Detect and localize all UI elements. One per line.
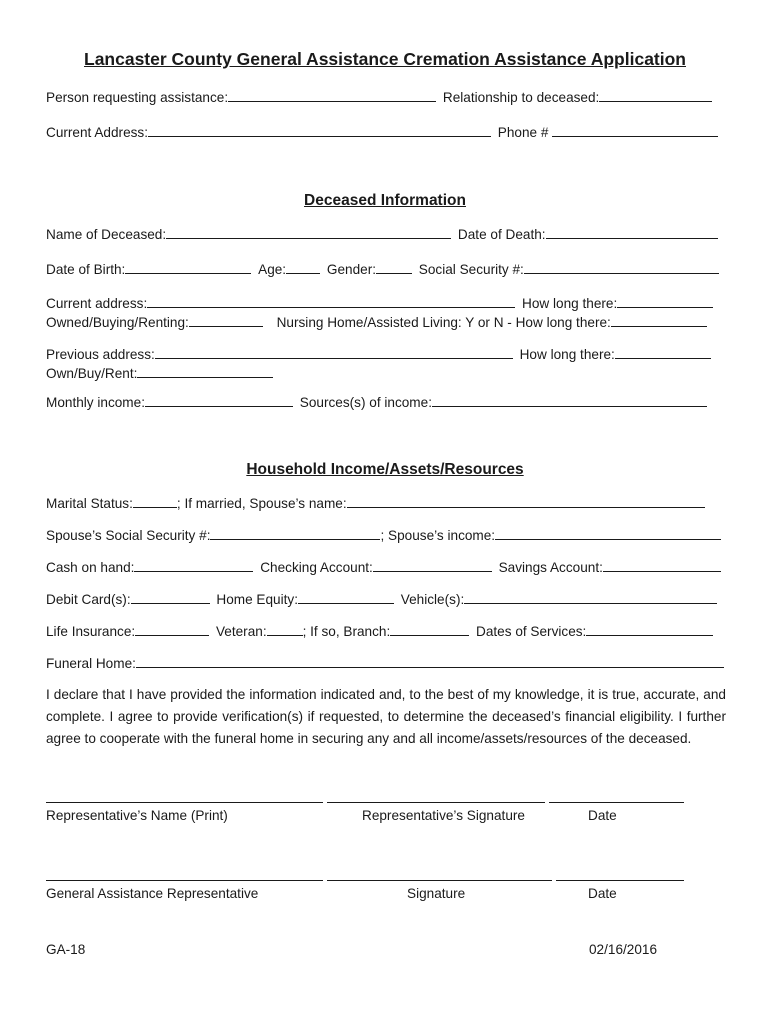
debit-cards-label: Debit Card(s): (46, 592, 131, 607)
signature-line[interactable] (327, 880, 552, 881)
checking-account-field[interactable] (373, 559, 492, 572)
funeral-home-field[interactable] (136, 655, 724, 668)
branch-field[interactable] (390, 623, 469, 636)
monthly-income-field[interactable] (145, 394, 293, 407)
previous-address-label: Previous address: (46, 347, 155, 362)
phone-field[interactable] (552, 124, 718, 137)
spouse-name-field[interactable] (347, 495, 705, 508)
current-address-label: Current Address: (46, 125, 148, 140)
cash-on-hand-field[interactable] (134, 559, 253, 572)
nursing-home-label: Nursing Home/Assisted Living: Y or N - How long there: (276, 315, 611, 330)
ownership-row (46, 314, 707, 332)
spouse-ssn-label: Spouse’s Social Security #: (46, 528, 211, 543)
own-buy-rent-field[interactable] (137, 365, 273, 378)
phone-label: Phone # (497, 125, 549, 140)
checking-account-label: Checking Account: (260, 560, 373, 575)
deceased-address-row (46, 295, 713, 313)
dates-of-services-label: Dates of Services: (476, 624, 587, 639)
life-insurance-field[interactable] (135, 623, 209, 636)
deceased-current-address-label: Current address: (46, 296, 148, 311)
sources-of-income-field[interactable] (432, 394, 707, 407)
how-long-there-field[interactable] (617, 295, 713, 308)
person-requesting-field[interactable] (228, 89, 436, 102)
rep-name-line[interactable] (46, 802, 323, 803)
monthly-income-label: Monthly income: (46, 395, 145, 410)
insurance-row (46, 623, 713, 641)
cash-on-hand-label: Cash on hand: (46, 560, 135, 575)
how-long-there-label: How long there: (522, 296, 618, 311)
deceased-name-row (46, 226, 718, 244)
owned-buying-renting-field[interactable] (189, 314, 263, 327)
home-equity-label: Home Equity: (216, 592, 298, 607)
signature-label: Signature (407, 886, 466, 901)
own-buy-rent-row (46, 365, 273, 383)
how-long-there-prev-field[interactable] (615, 346, 711, 359)
gender-label: Gender: (326, 262, 376, 277)
date-of-birth-label: Date of Birth: (46, 262, 126, 277)
date-of-birth-field[interactable] (125, 261, 251, 274)
spouse-ssn-field[interactable] (210, 527, 380, 540)
household-heading: Household Income/Assets/Resources (246, 461, 524, 478)
requester-row (46, 89, 712, 107)
debit-cards-field[interactable] (131, 591, 210, 604)
if-married-label: ; If married, Spouse’s name: (176, 496, 347, 511)
declaration-text: I declare that I have provided the information indicated and, to the best of my knowledge, it is true, accurate, and complete. I agree to provide verification(s) if requested, to determine the deceased’s financial eligibility. I further agree to cooperate with the funeral home in securing any and all income/assets/resources of the deceased. (46, 687, 726, 746)
vehicles-field[interactable] (464, 591, 717, 604)
spouse-row (46, 527, 721, 545)
form-title: Lancaster County General Assistance Cremation Assistance Application (84, 49, 686, 69)
current-address-field[interactable] (148, 124, 491, 137)
if-so-branch-label: ; If so, Branch: (302, 624, 391, 639)
assets-row (46, 591, 717, 609)
requester-address-row (46, 124, 718, 142)
deceased-heading: Deceased Information (304, 192, 466, 209)
funeral-home-row (46, 655, 724, 673)
vehicles-label: Vehicle(s): (400, 592, 465, 607)
date-of-death-field[interactable] (546, 226, 718, 239)
ssn-label: Social Security #: (418, 262, 524, 277)
age-field[interactable] (286, 261, 320, 274)
relationship-label: Relationship to deceased: (442, 90, 600, 105)
relationship-field[interactable] (599, 89, 712, 102)
ssn-field[interactable] (524, 261, 719, 274)
home-equity-field[interactable] (298, 591, 394, 604)
rep-signature-label: Representative’s Signature (362, 808, 525, 823)
funeral-home-label: Funeral Home: (46, 656, 136, 671)
date-1-line[interactable] (549, 802, 684, 803)
savings-account-label: Savings Account: (498, 560, 603, 575)
income-row (46, 394, 707, 412)
date-2-label: Date (588, 886, 617, 901)
veteran-label: Veteran: (215, 624, 267, 639)
own-buy-rent-label: Own/Buy/Rent: (46, 366, 138, 381)
previous-address-row (46, 346, 711, 364)
name-of-deceased-label: Name of Deceased: (46, 227, 167, 242)
veteran-field[interactable] (267, 623, 303, 636)
cash-row (46, 559, 721, 577)
rep-signature-line[interactable] (327, 802, 545, 803)
deceased-birth-row (46, 261, 719, 279)
marital-status-label: Marital Status: (46, 496, 133, 511)
sources-of-income-label: Sources(s) of income: (299, 395, 432, 410)
how-long-there-prev-label: How long there: (519, 347, 615, 362)
deceased-current-address-field[interactable] (147, 295, 515, 308)
age-label: Age: (258, 262, 287, 277)
date-1-label: Date (588, 808, 617, 823)
date-of-death-label: Date of Death: (457, 227, 546, 242)
ga-rep-line[interactable] (46, 880, 323, 881)
gender-field[interactable] (376, 261, 412, 274)
form-number: GA-18 (46, 942, 86, 957)
spouse-income-field[interactable] (495, 527, 721, 540)
dates-of-services-field[interactable] (586, 623, 713, 636)
owned-buying-renting-label: Owned/Buying/Renting: (46, 315, 189, 330)
date-2-line[interactable] (556, 880, 684, 881)
nursing-home-field[interactable] (611, 314, 707, 327)
previous-address-field[interactable] (155, 346, 513, 359)
savings-account-field[interactable] (603, 559, 721, 572)
name-of-deceased-field[interactable] (166, 226, 451, 239)
life-insurance-label: Life Insurance: (46, 624, 136, 639)
form-date: 02/16/2016 (589, 942, 658, 957)
rep-name-print-label: Representative’s Name (Print) (46, 808, 228, 823)
person-requesting-label: Person requesting assistance: (46, 90, 229, 105)
spouse-income-label: ; Spouse’s income: (380, 528, 496, 543)
ga-rep-label: General Assistance Representative (46, 886, 259, 901)
marital-status-field[interactable] (133, 495, 177, 508)
marital-row (46, 495, 705, 513)
